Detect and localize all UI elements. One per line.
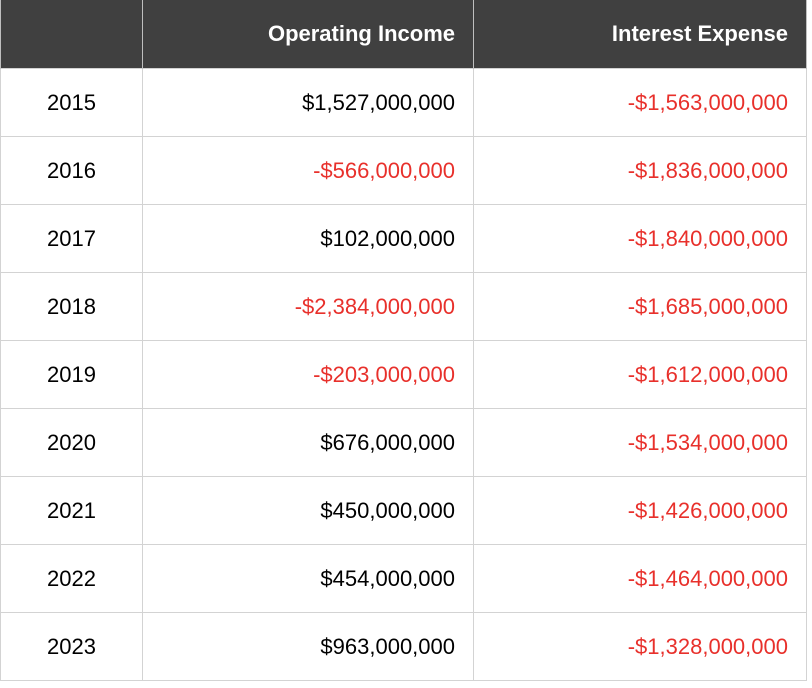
operating-income-cell: $676,000,000	[143, 409, 474, 477]
year-cell: 2015	[1, 69, 143, 137]
table-header-row	[1, 0, 807, 69]
year-cell: 2016	[1, 137, 143, 205]
operating-income-cell: -$566,000,000	[143, 137, 474, 205]
year-cell: 2023	[1, 613, 143, 681]
table-row	[1, 137, 807, 205]
table-row	[1, 341, 807, 409]
table-row	[1, 205, 807, 273]
interest-expense-cell: -$1,563,000,000	[474, 69, 807, 137]
table-row	[1, 69, 807, 137]
interest-expense-cell: -$1,426,000,000	[474, 477, 807, 545]
year-cell: 2021	[1, 477, 143, 545]
year-cell: 2017	[1, 205, 143, 273]
table-row	[1, 545, 807, 613]
year-cell: 2022	[1, 545, 143, 613]
interest-expense-cell: -$1,840,000,000	[474, 205, 807, 273]
header-operating-income: Operating Income	[143, 0, 474, 69]
interest-expense-cell: -$1,328,000,000	[474, 613, 807, 681]
interest-expense-cell: -$1,836,000,000	[474, 137, 807, 205]
table-row	[1, 477, 807, 545]
operating-income-cell: $450,000,000	[143, 477, 474, 545]
interest-expense-cell: -$1,685,000,000	[474, 273, 807, 341]
operating-income-cell: $454,000,000	[143, 545, 474, 613]
table-row	[1, 273, 807, 341]
operating-income-cell: -$203,000,000	[143, 341, 474, 409]
table-row	[1, 613, 807, 681]
header-interest-expense: Interest Expense	[474, 0, 807, 69]
operating-income-cell: $102,000,000	[143, 205, 474, 273]
operating-income-cell: $963,000,000	[143, 613, 474, 681]
interest-expense-cell: -$1,612,000,000	[474, 341, 807, 409]
interest-expense-cell: -$1,464,000,000	[474, 545, 807, 613]
interest-expense-cell: -$1,534,000,000	[474, 409, 807, 477]
year-cell: 2020	[1, 409, 143, 477]
header-year	[1, 0, 143, 69]
year-cell: 2018	[1, 273, 143, 341]
operating-income-cell: $1,527,000,000	[143, 69, 474, 137]
table-body	[1, 69, 807, 681]
year-cell: 2019	[1, 341, 143, 409]
table-row	[1, 409, 807, 477]
operating-income-cell: -$2,384,000,000	[143, 273, 474, 341]
